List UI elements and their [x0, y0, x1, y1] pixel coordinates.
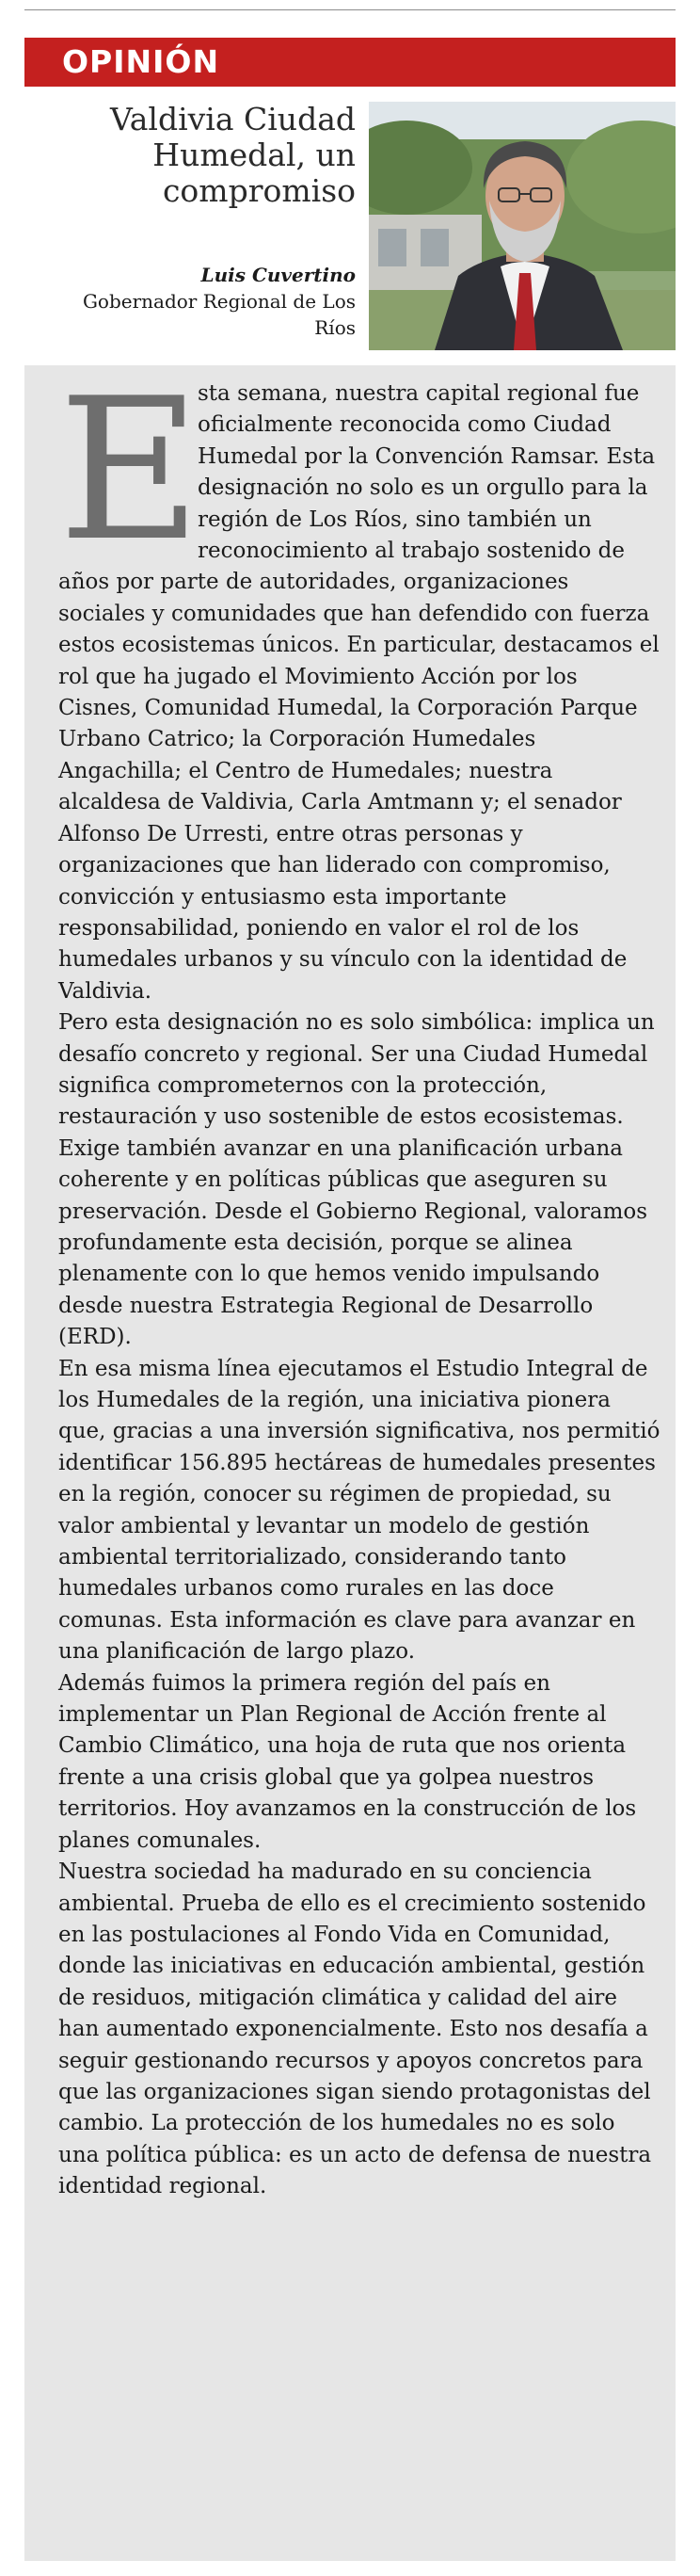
paragraph-6: Nuestra sociedad ha madurado en su conciencia ambiental. Prueba de ello es el crecimiento sostenido en las postulaciones al Fondo Vida en Comunidad, donde las iniciativas en educación ambiental, gestión de residuos, mitigación climática y calidad del aire han aumentado exponencialmente. Esto nos desafía a seguir gestionando recursos y apoyos concretos para que las organizaciones sigan siendo protagonistas del cambio. La protección de los humedales no es solo una política pública: es un acto de defensa de nuestra identidad regional.	[58, 1860, 652, 2199]
paragraph-1: sta semana, nuestra capital regional fue oficialmente reconocida como Ciudad Humedal por la Convención Ramsar. Esta designación no solo es un orgullo para la región de Los Ríos, sino también un reconocimiento al trabajo sostenido de años por parte de autoridades, organizaciones sociales y comunidades que han defendido con fuerza estos ecosistemas únicos. En particular, destacamos el rol que ha jugado el Movimiento Acción por los Cisnes, Comunidad Humedal, la Corporación Parque Urbano Catrico; la Corporación Humedales Angachilla; el Centro de Humedales; nuestra alcaldesa de Valdivia, Carla Amtmann y; el senador Alfonso De Urresti, entre otras personas y organizaciones que han liderado con compromiso, convicción y entusiasmo esta importante responsabilidad, poniendo en valor el rol de los humedales urbanos y su vínculo con la identidad de Valdivia.	[58, 378, 660, 1007]
author-byline	[75, 262, 356, 341]
paragraph-2: Pero esta designación no es solo simbólica: implica un desafío concreto y regional. Ser una Ciudad Humedal significa comprometernos con la protección, restauración y uso sostenible de estos ecosistemas.	[58, 1010, 655, 1130]
article-body	[24, 357, 676, 2561]
paragraph-4: En esa misma línea ejecutamos el Estudio Integral de los Humedales de la región, una iniciativa pionera que, gracias a una inversión significativa, nos permitió identificar 156.895 hectáreas de humedales presentes en la región, conocer su régimen de propiedad, su valor ambiental y levantar un modelo de gestión ambiental territorializado, considerando tanto humedales urbanos como rurales en las doce comunas. Esta información es clave para avanzar en una planificación de largo plazo.	[58, 1356, 660, 1665]
section-banner	[24, 38, 676, 87]
drop-cap: E	[58, 357, 201, 585]
author-role: Gobernador Regional de Los Ríos	[82, 290, 356, 339]
article-text	[58, 357, 660, 2203]
article-headline: Valdivia Ciudad Humedal, un compromiso	[109, 101, 356, 209]
top-rule	[24, 9, 676, 10]
paragraph-3: Exige también avanzar en una planificación urbana coherente y en políticas públicas que aseguren su preservación. Desde el Gobierno Regional, valoramos profundamente esta decisión, porque se alinea plenamente con lo que hemos venido impulsando desde nuestra Estrategia Regional de Desarrollo (ERD).	[58, 1135, 648, 1350]
author-photo	[369, 102, 676, 350]
section-label: OPINIÓN	[62, 43, 220, 80]
paragraph-5: Además fuimos la primera región del país en implementar un Plan Regional de Acción frente al Cambio Climático, una hoja de ruta que nos orienta frente a una crisis global que ya golpea nuestros territorios. Hoy avanzamos en la construcción de los planes comunales.	[58, 1670, 637, 1853]
author-name: Luis Cuvertino	[200, 264, 356, 286]
